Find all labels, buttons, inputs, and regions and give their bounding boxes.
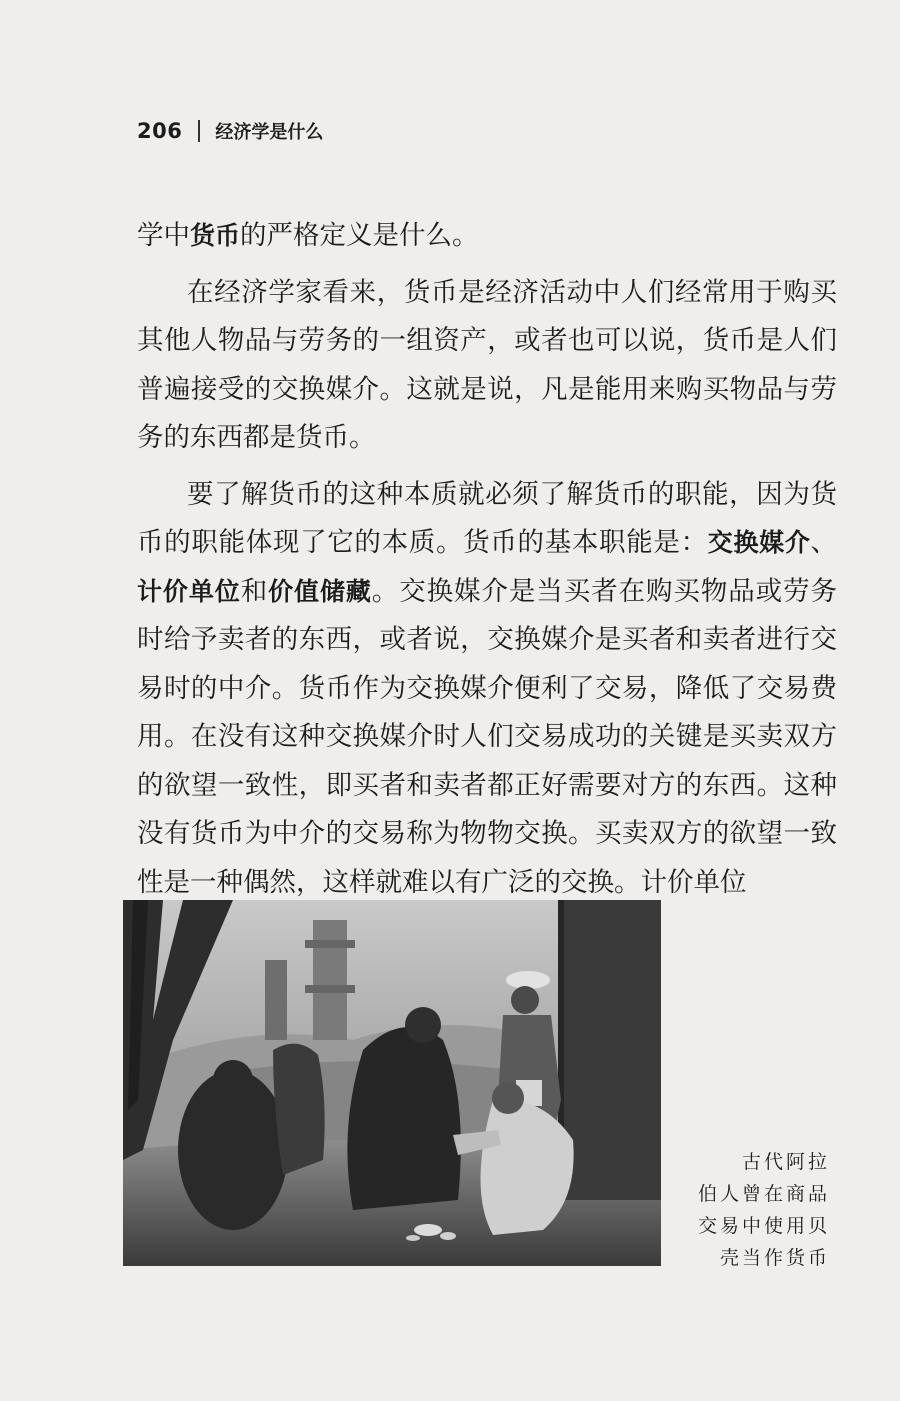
bold-term-store-of-value: 价值储藏 <box>268 576 372 606</box>
body-text <box>137 212 837 907</box>
paragraph-functions <box>137 471 837 908</box>
caption-line: 交易中使用贝 <box>698 1215 831 1237</box>
text-run: 和 <box>240 575 269 607</box>
caption-line: 伯人曾在商品 <box>698 1183 831 1205</box>
text-run: 、 <box>810 527 837 558</box>
page-number: 206 <box>137 119 183 143</box>
bold-term-unit-of-account: 计价单位 <box>137 576 241 606</box>
paragraph-definition: 在经济学家看来，货币是经济活动中人们经常用于购买其他人物品与劳务的一组资产，或者也可以说，货币是人们普遍接受的交换媒介。这就是说，凡是能用来购买物品与劳务的东西都是货币。 <box>137 276 837 453</box>
bold-term-medium-of-exchange: 交换媒介 <box>707 528 811 557</box>
text-run: 。交换媒介是当买者在购买物品或劳务时给予卖者的东西，或者说，交换媒介是买者和卖者进行交易时的中介。货币作为交换媒介便利了交易，降低了交易费用。在没有这种交换媒介时人们交易成功的关键是买卖双方的欲望一致性，即买者和卖者都正好需要对方的东西。这种没有货币为中介的交易称为物物交换。买卖双方的欲望一致性是一种偶然，这样就难以有广泛的交换。计价单位 <box>137 575 837 898</box>
running-header <box>137 118 323 144</box>
book-title: 经济学是什么 <box>215 122 324 143</box>
text-run: 学中 <box>137 220 190 251</box>
text-run: 要了解货币的这种本质就必须了解货币的职能，因为货币的职能体现了它的本质。货币的基本职能是： <box>137 478 837 558</box>
illustration-arab-traders <box>123 900 661 1266</box>
header-divider <box>198 120 200 142</box>
bold-term-money: 货币 <box>190 221 241 250</box>
figure-caption <box>698 1146 830 1274</box>
text-run: 的严格定义是什么。 <box>240 220 479 251</box>
paragraph-continued <box>137 212 837 261</box>
caption-line: 壳当作货币 <box>719 1247 830 1269</box>
caption-line: 古代阿拉 <box>741 1151 830 1173</box>
engraving-image <box>123 900 661 1266</box>
